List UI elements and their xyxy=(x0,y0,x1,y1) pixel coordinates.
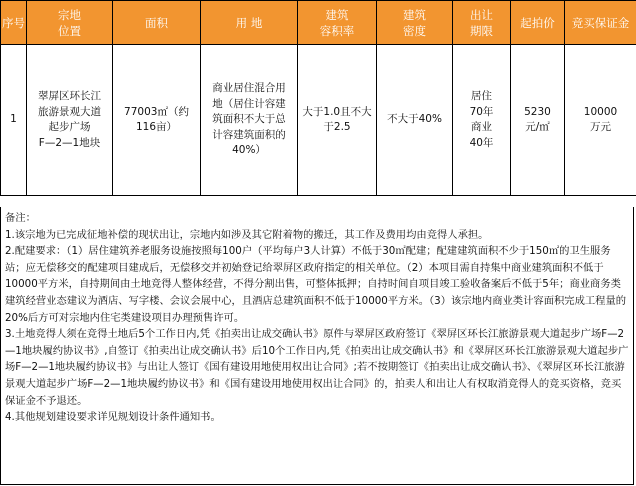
cell-density: 不大于40% xyxy=(377,45,453,196)
header-term: 出让 期限 xyxy=(453,1,511,45)
cell-deposit: 10000 万元 xyxy=(565,45,636,196)
cell-area: 77003㎡（约 116亩） xyxy=(113,45,201,196)
cell-term: 居住 70年 商业 40年 xyxy=(453,45,511,196)
cell-land-use: 商业居住混合用 地（居住计容建 筑面积不大于总 计容建筑面积的 40%） xyxy=(201,45,298,196)
cell-start-price: 5230 元/㎡ xyxy=(511,45,565,196)
header-area: 面积 xyxy=(113,1,201,45)
remarks-title: 备注： xyxy=(5,212,36,224)
remark-item-3: 3.土地竞得人须在竞得土地后5个工作日内,凭《拍卖出让成交确认书》原件与翠屏区政府签订《翠屏区环长江旅游景观大道起步广场F—2—1地块履约协议书》,自签订《拍卖出让成交确认书》后10个工作日内,凭《拍卖出让成交确认书》和《翠屏区环长江旅游景观大道起步广场F—2—1地块履约协议书》与出让人签订《国有建设用地使用权出让合同》;若不按期签订《拍卖出让成交确认书》、《翠屏区环长江旅游景观大道起步广场F—2—1地块履约协议书》和《国有建设用地使用权出让合同》的，拍卖人和出让人有权取消竞得人的竞买资格，竞买保证金不予退还。 xyxy=(5,328,629,407)
cell-no: 1 xyxy=(1,45,27,196)
header-start-price: 起拍价 xyxy=(511,1,565,45)
remark-item-1: 1.该宗地为已完成征地补偿的现状出让，宗地内如涉及其它附着物的搬迁，其工作及费用均由竞得人承担。 xyxy=(5,228,489,241)
remarks-section xyxy=(0,207,634,485)
cell-far: 大于1.0且不大 于2.5 xyxy=(298,45,377,196)
land-parcel-table xyxy=(0,0,636,196)
header-location: 宗地 位置 xyxy=(27,1,113,45)
header-land-use: 用 地 xyxy=(201,1,298,45)
table-row xyxy=(1,45,636,196)
header-deposit: 竞买保证金 xyxy=(565,1,636,45)
remark-item-4: 4.其他规划建设要求详见规划设计条件通知书。 xyxy=(5,411,221,424)
header-no: 序号 xyxy=(1,1,27,45)
header-far: 建筑 容积率 xyxy=(298,1,377,45)
remark-item-2: 2.配建要求：（1）居住建筑养老服务设施按照每100户（平均每户3人计算）不低于30㎡配建；配建建筑面积不少于150㎡的卫生服务站；应无偿移交的配建项目建成后，无偿移交并初始登记给翠屏区政府指定的相关单位。（2）本项目需自持集中商业建筑面积不低于10000平方米，自持期间由土地竞得人整体经营，不得分割出售，可整体抵押；自持时间自项目竣工验收备案后不低于5年；商业商务类建筑经营业态建议为酒店、写字楼、会议会展中心，且酒店总建筑面积不低于10000平方米。（3）该宗地内商业类计容面积完成工程量的20%后方可对宗地内住宅类建设项目办理预售许可。 xyxy=(5,245,627,324)
header-density: 建筑 密度 xyxy=(377,1,453,45)
table-header-row xyxy=(1,1,636,45)
cell-location: 翠屏区环长江 旅游景观大道 起步广场 F—2—1地块 xyxy=(27,45,113,196)
